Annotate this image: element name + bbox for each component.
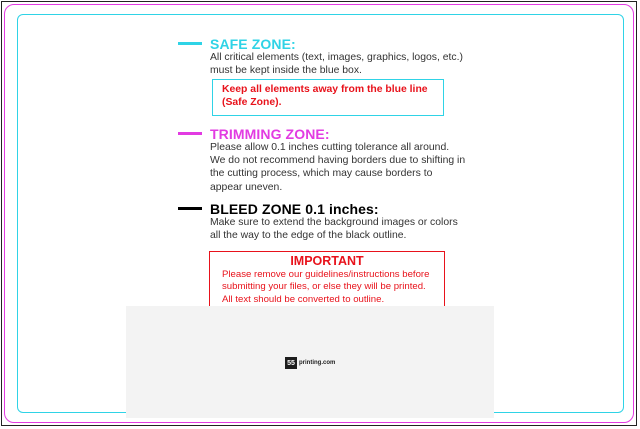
bottom-overlay-panel bbox=[126, 306, 494, 418]
important-title: IMPORTANT bbox=[290, 254, 364, 268]
trimming-zone-heading: TRIMMING ZONE: bbox=[210, 126, 330, 142]
safe-zone-heading: SAFE ZONE: bbox=[210, 36, 296, 52]
important-text: Please remove our guidelines/instructions before submitting your files, or else they will be printed. All text should be converted to outline. bbox=[222, 269, 430, 305]
logo-mark: 55 bbox=[285, 357, 297, 369]
important-notice bbox=[209, 251, 445, 307]
safe-zone-swatch bbox=[178, 42, 202, 45]
safe-zone-callout bbox=[212, 79, 444, 116]
bleed-zone-text: Make sure to extend the background images or colors all the way to the edge of the black outline. bbox=[210, 217, 458, 242]
trimming-zone-swatch bbox=[178, 132, 202, 135]
brand-logo bbox=[285, 357, 335, 369]
safe-zone-callout-text: Keep all elements away from the blue line (Safe Zone). bbox=[222, 84, 428, 108]
safe-zone-text: All critical elements (text, images, graphics, logos, etc.) must be kept inside the blue box. bbox=[210, 52, 463, 77]
logo-text: printing.com bbox=[299, 360, 336, 366]
trimming-zone-text: Please allow 0.1 inches cutting tolerance all around. We do not recommend having borders due to shifting in the cutting process, which may cause borders to appear uneven. bbox=[210, 142, 466, 193]
bleed-zone-heading: BLEED ZONE 0.1 inches: bbox=[210, 201, 379, 217]
bleed-zone-swatch bbox=[178, 207, 202, 210]
